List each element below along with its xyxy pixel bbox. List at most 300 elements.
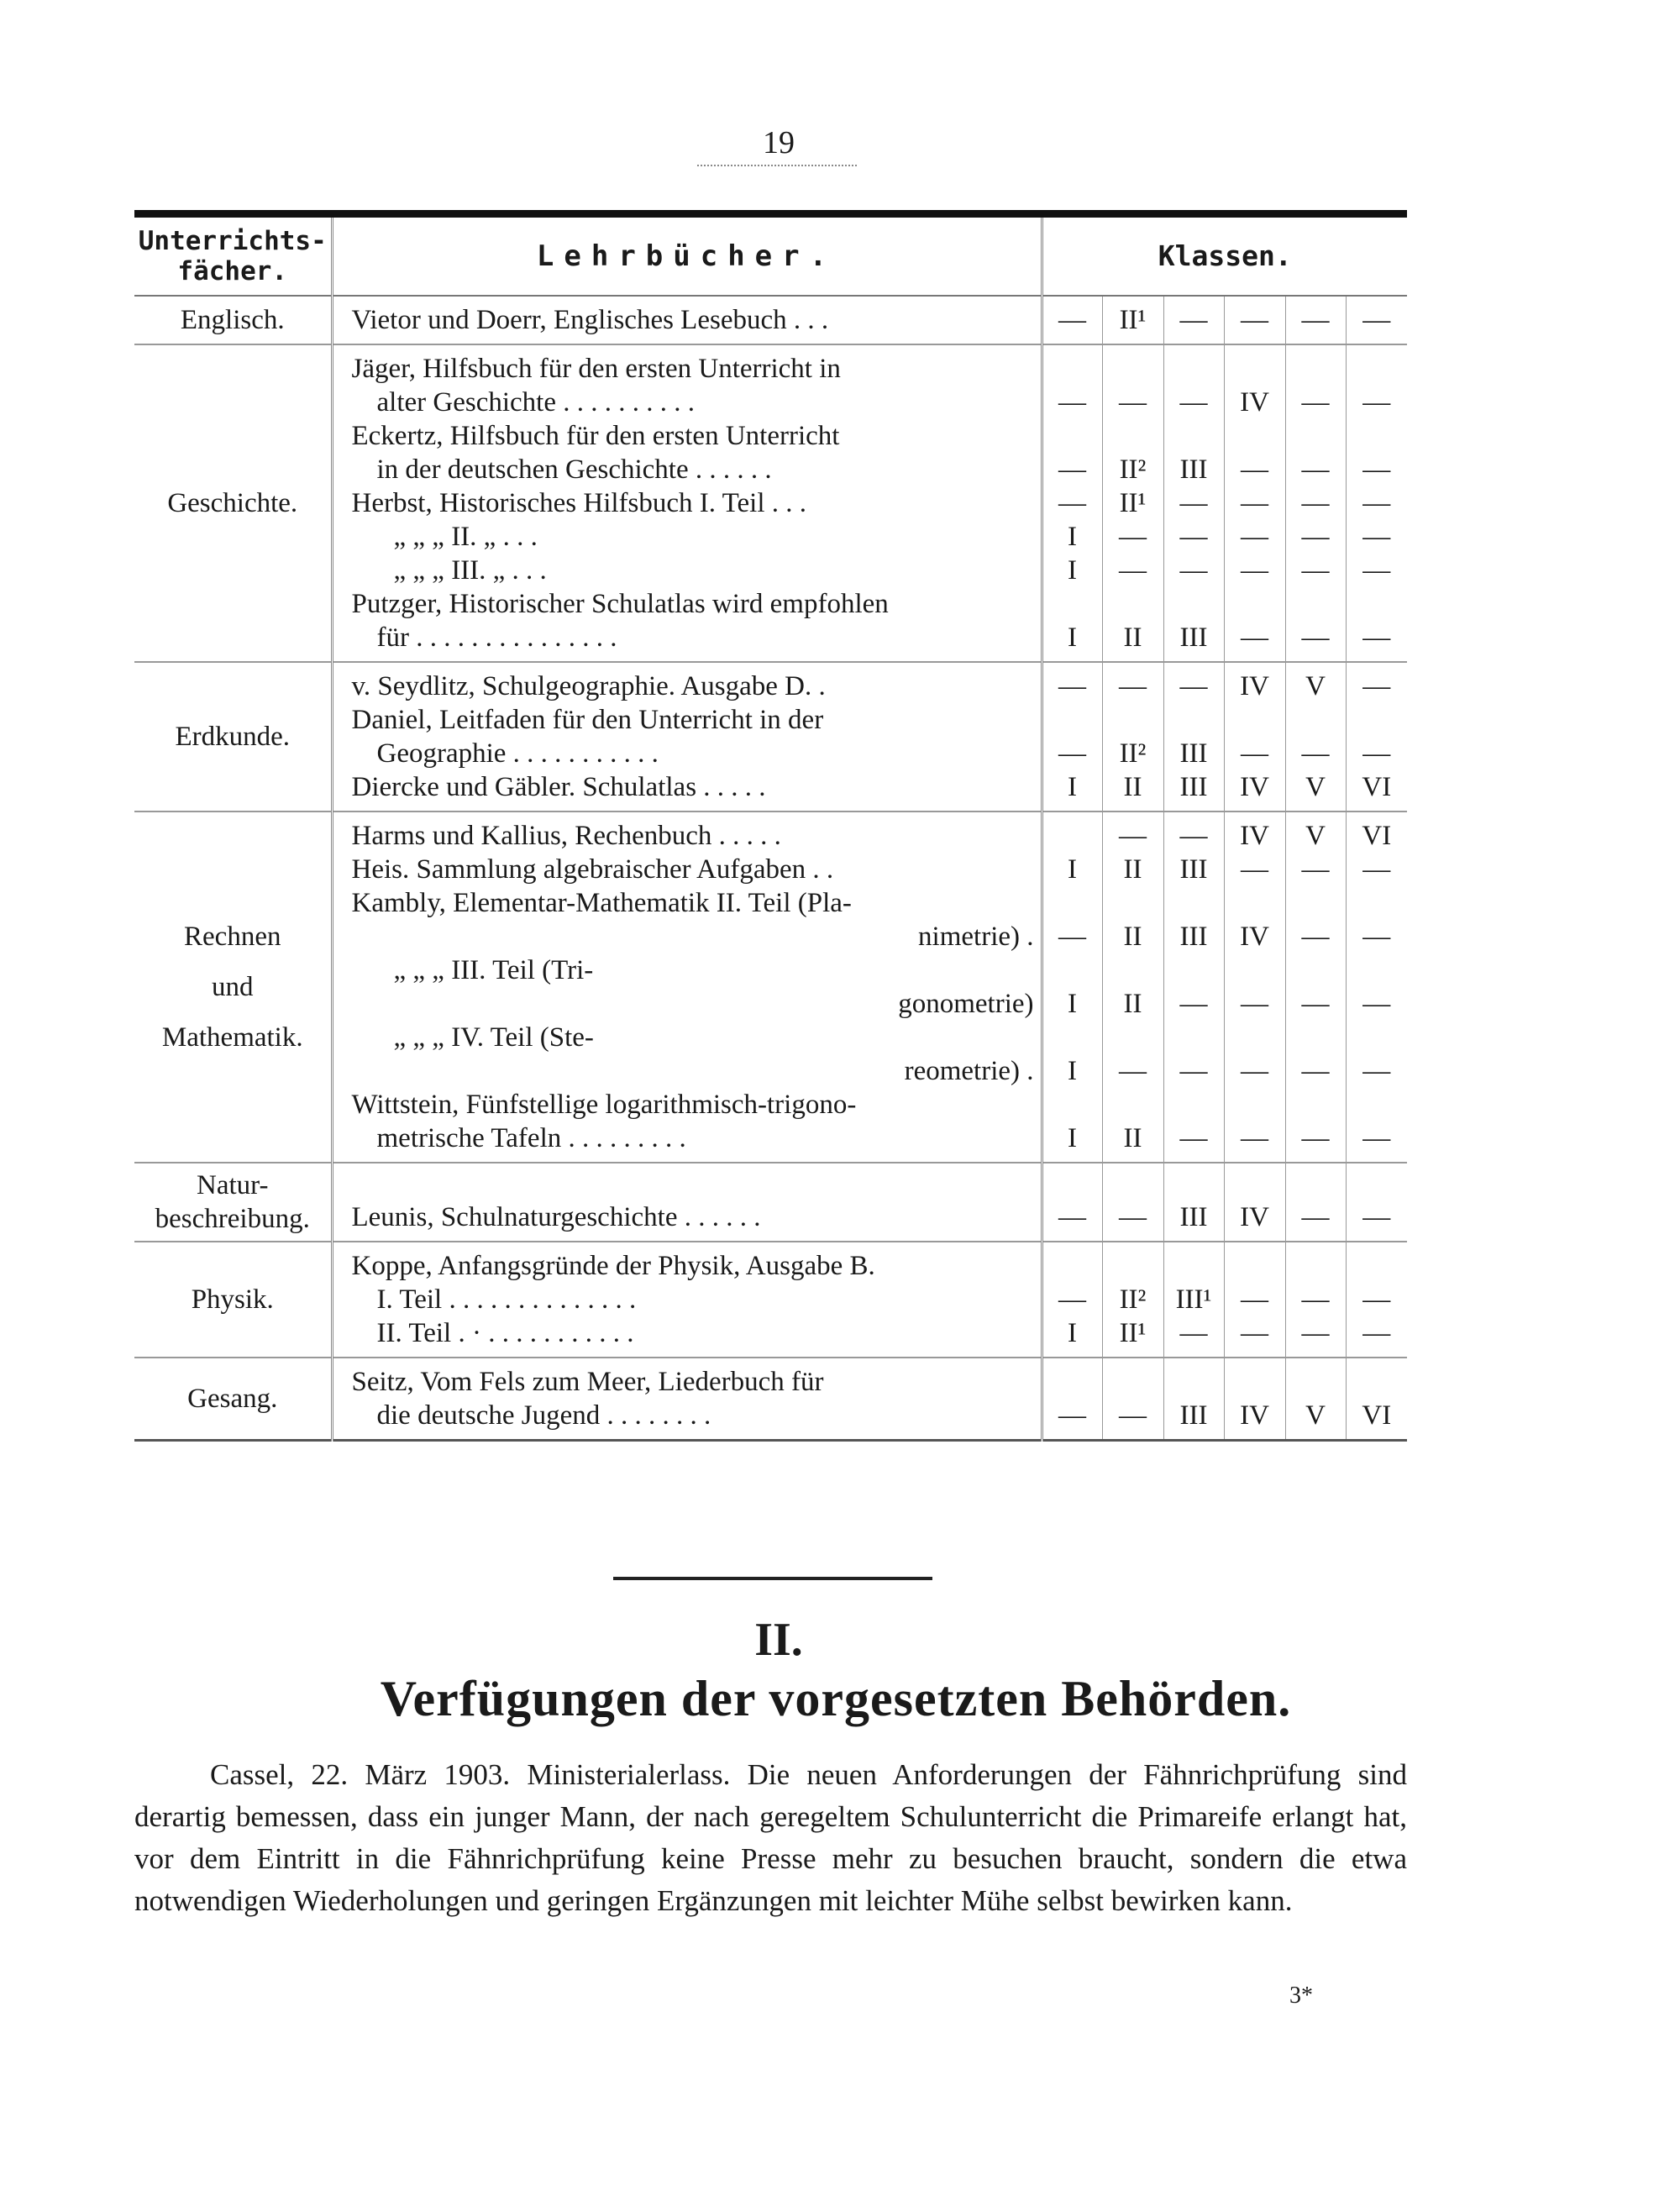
section-numeral: II. — [754, 1614, 803, 1666]
class-mark — [1103, 703, 1163, 737]
class-mark: — — [1241, 1123, 1268, 1153]
class-cell — [1102, 811, 1163, 1163]
class-mark: — — [1301, 989, 1330, 1019]
class-mark: — — [1362, 854, 1391, 885]
class-mark: — — [1241, 738, 1268, 769]
class-mark: — — [1301, 522, 1330, 552]
textbook-entry: Kambly, Elementar-Mathematik II. Teil (Pla- — [351, 888, 852, 918]
class-mark: VI — [1362, 772, 1392, 802]
subject-cell — [134, 1242, 332, 1358]
textbook-cell — [332, 662, 1042, 811]
class-mark: — — [1362, 454, 1391, 485]
header-classes — [1042, 214, 1407, 297]
class-mark — [1043, 587, 1102, 621]
class-mark — [1225, 1365, 1285, 1399]
subject-label: Rechnen — [184, 922, 281, 952]
class-mark: III — [1179, 1202, 1208, 1232]
class-mark — [1225, 886, 1285, 920]
class-mark: II — [1123, 622, 1142, 653]
class-mark — [1103, 1365, 1163, 1399]
class-mark — [1043, 886, 1102, 920]
textbook-entry: Koppe, Anfangsgründe der Physik, Ausgabe B. — [351, 1251, 875, 1281]
class-mark — [1286, 1249, 1346, 1283]
class-mark — [1164, 419, 1224, 453]
class-mark: I — [1068, 1123, 1077, 1153]
textbook-entry: Seitz, Vom Fels zum Meer, Liederbuch für — [351, 1367, 824, 1397]
class-mark: — — [1179, 671, 1208, 701]
textbook-entry: Putzger, Historischer Schulatlas wird empfohlen — [351, 589, 889, 619]
class-mark: III — [1179, 622, 1208, 653]
class-mark: — — [1058, 922, 1086, 952]
class-cell — [1346, 1242, 1407, 1358]
class-cell — [1102, 1163, 1163, 1242]
class-cell — [1346, 811, 1407, 1163]
textbook-entry: für . . . . . . . . . . . . . . . — [376, 622, 617, 653]
textbook-entry: die deutsche Jugend . . . . . . . . — [376, 1400, 711, 1431]
class-mark: — — [1301, 488, 1330, 518]
class-cell — [1042, 662, 1102, 811]
table-row — [134, 1163, 1407, 1242]
textbook-entry: Leunis, Schulnaturgeschichte . . . . . . — [351, 1202, 761, 1232]
subject-cell — [134, 1358, 332, 1441]
class-mark: — — [1179, 1318, 1208, 1348]
table-row — [134, 1358, 1407, 1441]
class-mark: — — [1301, 922, 1330, 952]
class-cell — [1285, 296, 1346, 344]
textbook-entry: in der deutschen Geschichte . . . . . . — [376, 454, 772, 485]
class-mark: — — [1362, 1318, 1391, 1348]
class-mark — [1043, 1021, 1102, 1054]
class-mark — [1286, 953, 1346, 987]
class-cell — [1285, 662, 1346, 811]
class-mark — [1103, 1088, 1163, 1121]
class-mark: — — [1119, 555, 1147, 586]
class-mark — [1347, 587, 1408, 621]
textbook-table — [134, 210, 1407, 1442]
class-mark — [1103, 587, 1163, 621]
class-mark: — — [1241, 854, 1268, 885]
class-mark: — — [1241, 1056, 1268, 1086]
textbook-cell — [332, 344, 1042, 662]
class-mark: II — [1123, 922, 1142, 952]
class-mark — [1164, 352, 1224, 386]
class-mark: — — [1362, 622, 1391, 653]
textbook-entry: v. Seydlitz, Schulgeographie. Ausgabe D. . — [351, 671, 826, 701]
class-mark: II — [1123, 989, 1142, 1019]
textbook-entry: Harms und Kallius, Rechenbuch . . . . . — [351, 821, 781, 851]
class-mark: III — [1179, 454, 1208, 485]
class-mark: IV — [1240, 671, 1269, 701]
textbook-entry: Jäger, Hilfsbuch für den ersten Unterricht in — [351, 354, 841, 384]
class-cell — [1285, 811, 1346, 1163]
textbook-entry: Wittstein, Fünfstellige logarithmisch-trigono- — [351, 1090, 857, 1120]
textbook-cell — [332, 296, 1042, 344]
class-cell — [1102, 662, 1163, 811]
class-cell — [1163, 811, 1224, 1163]
class-mark — [1347, 703, 1408, 737]
class-mark: — — [1179, 387, 1208, 418]
class-mark: — — [1058, 1202, 1086, 1232]
header-books-label: Lehrbücher. — [536, 239, 837, 273]
class-cell — [1224, 344, 1285, 662]
class-mark — [1043, 1249, 1102, 1283]
class-mark: VI — [1362, 1400, 1392, 1431]
class-cell — [1102, 1242, 1163, 1358]
textbook-entry: Herbst, Historisches Hilfsbuch I. Teil . . . — [351, 488, 807, 518]
class-cell — [1346, 296, 1407, 344]
table-header-row — [134, 214, 1407, 297]
textbook-entry: „ „ „ II. „ . . . — [393, 522, 538, 552]
table-row — [134, 811, 1407, 1163]
class-mark — [1164, 587, 1224, 621]
class-cell — [1224, 662, 1285, 811]
class-mark — [1225, 419, 1285, 453]
class-mark: I — [1068, 522, 1077, 552]
class-mark: — — [1119, 522, 1147, 552]
class-mark: — — [1241, 305, 1268, 335]
class-mark — [1225, 1021, 1285, 1054]
class-mark: I — [1068, 1318, 1077, 1348]
class-cell — [1042, 1358, 1102, 1441]
class-mark: II¹ — [1119, 305, 1147, 335]
class-cell — [1102, 1358, 1163, 1441]
page-number: 19 — [763, 125, 795, 160]
class-mark: — — [1241, 488, 1268, 518]
class-mark: II — [1123, 772, 1142, 802]
class-mark — [1103, 419, 1163, 453]
class-mark: — — [1301, 1284, 1330, 1315]
class-mark: — — [1058, 488, 1086, 518]
class-mark: VI — [1362, 821, 1392, 851]
class-mark: — — [1241, 622, 1268, 653]
class-mark — [1164, 953, 1224, 987]
class-mark — [1286, 587, 1346, 621]
subject-label: Erdkunde. — [175, 722, 291, 752]
class-mark — [1103, 1249, 1163, 1283]
textbook-cell — [332, 1242, 1042, 1358]
textbook-entry: reometrie) . — [904, 1056, 1034, 1086]
class-mark: — — [1119, 1400, 1147, 1431]
textbook-entry: Diercke und Gäbler. Schulatlas . . . . . — [351, 772, 766, 802]
class-mark: — — [1301, 1123, 1330, 1153]
subject-label: beschreibung. — [155, 1204, 310, 1234]
class-mark — [1225, 703, 1285, 737]
signature-mark: 3* — [1289, 1983, 1313, 2009]
class-mark: — — [1301, 555, 1330, 586]
class-mark — [1347, 953, 1408, 987]
class-mark — [1347, 886, 1408, 920]
class-mark: I — [1068, 854, 1077, 885]
class-mark: IV — [1240, 1202, 1269, 1232]
class-mark: — — [1362, 387, 1391, 418]
class-mark: — — [1119, 821, 1147, 851]
class-mark — [1286, 703, 1346, 737]
class-mark: IV — [1240, 821, 1269, 851]
class-mark: — — [1058, 1284, 1086, 1315]
class-mark — [1225, 953, 1285, 987]
class-mark — [1225, 352, 1285, 386]
class-mark: — — [1241, 989, 1268, 1019]
class-mark — [1225, 1088, 1285, 1121]
textbook-entry: Geographie . . . . . . . . . . . — [376, 738, 659, 769]
class-mark: IV — [1240, 922, 1269, 952]
class-cell — [1224, 811, 1285, 1163]
class-mark — [1164, 1088, 1224, 1121]
class-cell — [1163, 296, 1224, 344]
class-mark: — — [1362, 1056, 1391, 1086]
subject-label: Mathematik. — [161, 1022, 303, 1053]
textbook-entry: „ „ „ III. „ . . . — [393, 555, 547, 586]
class-mark: — — [1058, 671, 1086, 701]
class-mark: II — [1123, 854, 1142, 885]
class-mark — [1225, 1249, 1285, 1283]
class-mark: II — [1123, 1123, 1142, 1153]
class-cell — [1346, 1163, 1407, 1242]
class-mark: — — [1301, 854, 1330, 885]
header-subject-label: Unterrichts- fächer. — [138, 226, 327, 286]
class-mark — [1043, 819, 1102, 853]
class-mark: — — [1119, 1056, 1147, 1086]
class-mark: — — [1362, 488, 1391, 518]
class-mark: — — [1301, 1202, 1330, 1232]
class-cell — [1163, 344, 1224, 662]
class-cell — [1102, 344, 1163, 662]
class-mark — [1347, 419, 1408, 453]
textbook-entry: „ „ „ III. Teil (Tri- — [393, 955, 594, 985]
class-mark: — — [1301, 305, 1330, 335]
header-classes-label: Klassen. — [1158, 239, 1292, 272]
class-mark: — — [1362, 671, 1391, 701]
class-mark — [1347, 1088, 1408, 1121]
subject-cell — [134, 296, 332, 344]
class-mark: III — [1179, 772, 1208, 802]
class-mark — [1286, 1021, 1346, 1054]
subject-label: Physik. — [191, 1284, 274, 1315]
class-mark: — — [1301, 1318, 1330, 1348]
class-mark: — — [1179, 1123, 1208, 1153]
class-mark — [1164, 1365, 1224, 1399]
class-cell — [1042, 1163, 1102, 1242]
class-mark — [1225, 587, 1285, 621]
table-row — [134, 662, 1407, 811]
class-mark: — — [1301, 1056, 1330, 1086]
class-mark: I — [1068, 555, 1077, 586]
header-subject — [134, 214, 332, 297]
textbook-entry: Daniel, Leitfaden für den Unterricht in der — [351, 705, 824, 735]
class-mark — [1164, 1021, 1224, 1054]
class-mark: — — [1362, 989, 1391, 1019]
class-mark — [1286, 352, 1346, 386]
textbook-entry: Vietor und Doerr, Englisches Lesebuch . . . — [351, 305, 829, 335]
class-mark: — — [1362, 1202, 1391, 1232]
class-mark — [1164, 1249, 1224, 1283]
textbook-cell — [332, 1358, 1042, 1441]
class-cell — [1163, 1358, 1224, 1441]
textbook-cell — [332, 811, 1042, 1163]
class-mark — [1164, 886, 1224, 920]
class-mark: IV — [1240, 1400, 1269, 1431]
class-mark: — — [1058, 738, 1086, 769]
class-mark: — — [1179, 522, 1208, 552]
textbook-entry: „ „ „ IV. Teil (Ste- — [393, 1022, 594, 1053]
class-mark: — — [1179, 821, 1208, 851]
class-cell — [1285, 1242, 1346, 1358]
class-mark — [1286, 419, 1346, 453]
class-cell — [1042, 1242, 1102, 1358]
class-mark: — — [1241, 1284, 1268, 1315]
class-mark: III — [1179, 922, 1208, 952]
class-mark — [1164, 703, 1224, 737]
class-mark: II² — [1119, 738, 1147, 769]
class-mark: — — [1179, 305, 1208, 335]
class-mark: — — [1301, 622, 1330, 653]
class-mark — [1286, 1365, 1346, 1399]
class-mark — [1103, 953, 1163, 987]
class-cell — [1346, 662, 1407, 811]
class-mark — [1043, 1088, 1102, 1121]
class-mark: II¹ — [1119, 1318, 1147, 1348]
class-cell — [1102, 296, 1163, 344]
textbook-entry: Eckertz, Hilfsbuch für den ersten Unterricht — [351, 421, 840, 451]
decree-paragraph — [134, 1754, 1407, 1922]
class-mark: IV — [1240, 387, 1269, 418]
class-mark: III — [1179, 738, 1208, 769]
subject-label: Englisch. — [180, 305, 285, 335]
class-mark — [1103, 352, 1163, 386]
class-cell — [1163, 662, 1224, 811]
subject-label: und — [212, 972, 254, 1002]
subject-label: Gesang. — [187, 1384, 278, 1414]
table-row — [134, 296, 1407, 344]
class-mark: V — [1305, 772, 1326, 802]
class-mark: — — [1301, 387, 1330, 418]
class-cell — [1224, 1242, 1285, 1358]
class-cell — [1346, 1358, 1407, 1441]
table-row — [134, 1242, 1407, 1358]
class-mark: — — [1179, 989, 1208, 1019]
class-mark: II² — [1119, 1284, 1147, 1315]
class-cell — [1224, 1163, 1285, 1242]
class-mark — [1347, 352, 1408, 386]
class-mark: — — [1362, 555, 1391, 586]
class-cell — [1042, 811, 1102, 1163]
class-mark — [1286, 1088, 1346, 1121]
class-cell — [1285, 344, 1346, 662]
subject-label: Geschichte. — [167, 488, 298, 518]
class-mark: III — [1179, 854, 1208, 885]
textbook-entry: alter Geschichte . . . . . . . . . . — [376, 387, 695, 418]
class-mark: — — [1241, 522, 1268, 552]
class-mark: — — [1058, 387, 1086, 418]
class-mark: — — [1241, 454, 1268, 485]
subject-label: Natur- — [197, 1170, 269, 1200]
textbook-entry: gonometrie) — [898, 989, 1034, 1019]
subject-cell — [134, 344, 332, 662]
class-cell — [1346, 344, 1407, 662]
textbook-entry: nimetrie) . — [918, 922, 1034, 952]
class-mark: I — [1068, 772, 1077, 802]
class-cell — [1163, 1163, 1224, 1242]
class-mark — [1347, 1249, 1408, 1283]
textbook-entry: I. Teil . . . . . . . . . . . . . . — [376, 1284, 637, 1315]
class-mark: — — [1362, 1284, 1391, 1315]
class-mark: V — [1305, 821, 1326, 851]
header-books — [332, 214, 1042, 297]
class-mark — [1043, 1365, 1102, 1399]
class-mark: — — [1058, 1400, 1086, 1431]
class-mark — [1043, 703, 1102, 737]
class-mark: — — [1119, 387, 1147, 418]
subject-cell — [134, 811, 332, 1163]
class-mark: — — [1179, 488, 1208, 518]
class-cell — [1285, 1163, 1346, 1242]
class-mark: III¹ — [1175, 1284, 1212, 1315]
class-mark: II¹ — [1119, 488, 1147, 518]
class-mark: — — [1119, 1202, 1147, 1232]
class-mark: I — [1068, 989, 1077, 1019]
decree-text: Cassel, 22. März 1903. Ministerialerlass. Die neuen Anforderungen der Fähnrichprüfung sind derartig bemessen, dass ein junger Mann, der nach geregeltem Schulunterricht die Primareife erlangt hat, vor dem Eintritt in die Fähnrichprüfung keine Presse mehr zu besuchen braucht, sondern die etwa notwendigen Wiederholungen und geringen Ergänzungen mit leichter Mühe selbst bewirken kann. — [134, 1758, 1407, 1917]
class-mark: — — [1241, 555, 1268, 586]
class-mark: V — [1305, 671, 1326, 701]
class-mark: — — [1362, 305, 1391, 335]
class-mark: — — [1058, 454, 1086, 485]
textbook-entry: II. Teil . · . . . . . . . . . . . — [376, 1318, 634, 1348]
class-mark: II² — [1119, 454, 1147, 485]
subject-cell — [134, 1163, 332, 1242]
class-mark: — — [1179, 555, 1208, 586]
class-mark — [1043, 352, 1102, 386]
class-mark: III — [1179, 1400, 1208, 1431]
class-mark: — — [1119, 671, 1147, 701]
class-mark: I — [1068, 622, 1077, 653]
class-mark: — — [1362, 922, 1391, 952]
page-number-rule — [697, 165, 857, 166]
section-divider — [613, 1577, 932, 1580]
subject-cell — [134, 662, 332, 811]
class-mark — [1286, 886, 1346, 920]
class-mark: — — [1179, 1056, 1208, 1086]
class-mark — [1347, 1021, 1408, 1054]
table-row — [134, 344, 1407, 662]
class-cell — [1285, 1358, 1346, 1441]
class-mark: IV — [1240, 772, 1269, 802]
class-mark: V — [1305, 1400, 1326, 1431]
class-mark — [1043, 419, 1102, 453]
class-mark: I — [1068, 1056, 1077, 1086]
table-body — [134, 296, 1407, 1441]
class-mark — [1043, 953, 1102, 987]
class-cell — [1224, 1358, 1285, 1441]
class-mark: — — [1301, 454, 1330, 485]
class-mark: — — [1362, 738, 1391, 769]
class-mark: — — [1241, 1318, 1268, 1348]
section-title: Verfügungen der vorgesetzten Behörden. — [380, 1671, 1292, 1726]
textbook-entry: metrische Tafeln . . . . . . . . . — [376, 1123, 686, 1153]
class-cell — [1042, 296, 1102, 344]
class-cell — [1163, 1242, 1224, 1358]
class-mark: — — [1058, 305, 1086, 335]
class-mark: — — [1362, 1123, 1391, 1153]
class-cell — [1224, 296, 1285, 344]
class-mark: — — [1362, 522, 1391, 552]
class-mark — [1347, 1365, 1408, 1399]
textbook-entry: Heis. Sammlung algebraischer Aufgaben . . — [351, 854, 834, 885]
class-cell — [1042, 344, 1102, 662]
textbook-cell — [332, 1163, 1042, 1242]
class-mark — [1103, 886, 1163, 920]
class-mark: — — [1301, 738, 1330, 769]
class-mark — [1103, 1021, 1163, 1054]
